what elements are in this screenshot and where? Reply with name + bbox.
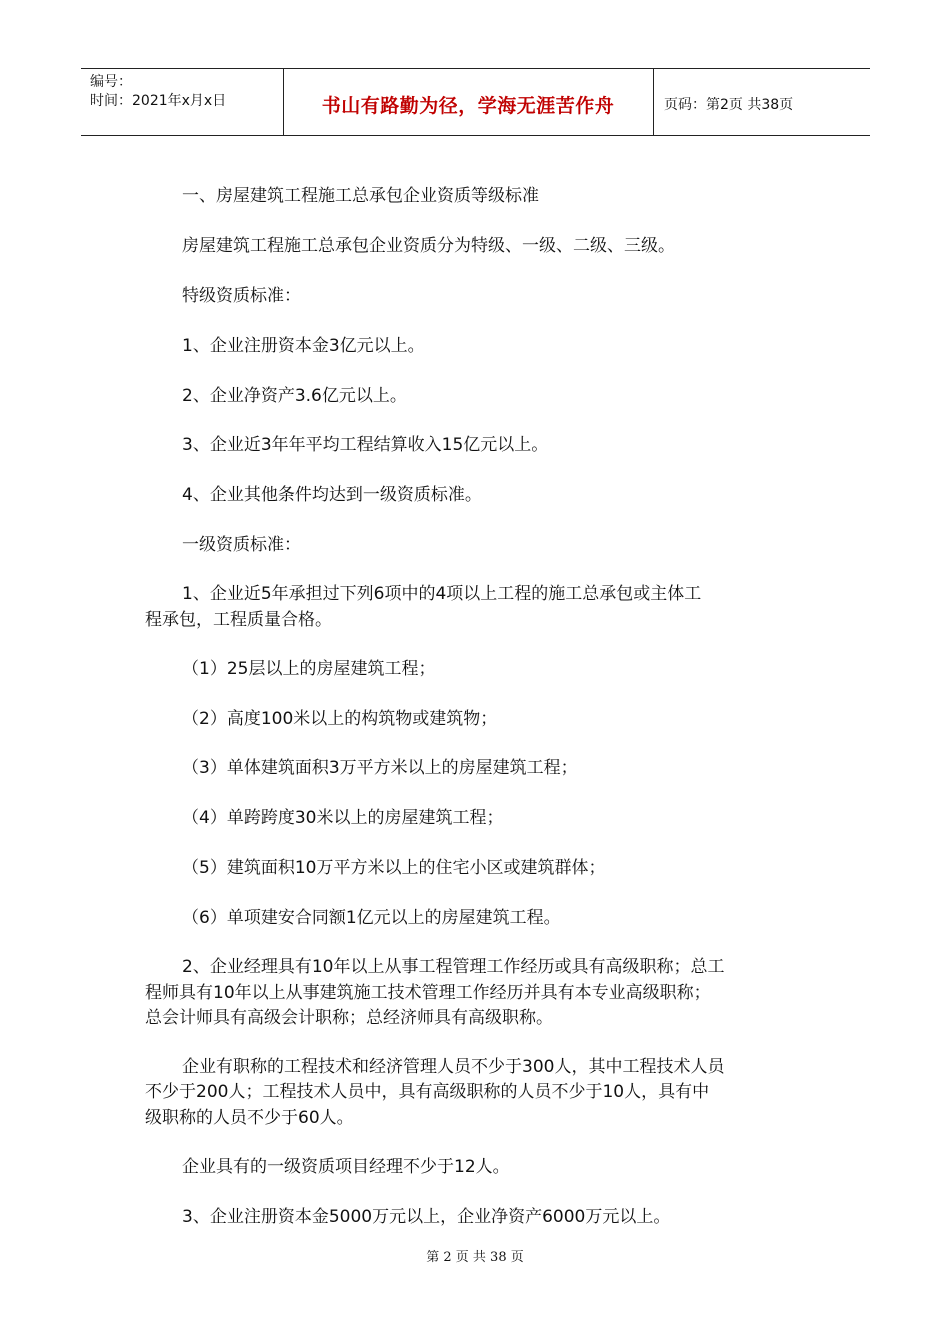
list-item-line: 1、企业近5年承担过下列6项中的4项以上工程的施工总承包或主体工 xyxy=(182,584,702,604)
sub-list-item: （4）单跨跨度30米以上的房屋建筑工程； xyxy=(182,808,504,828)
subheading-special-grade: 特级资质标准： xyxy=(182,286,301,306)
sub-list-item: （3）单体建筑面积3万平方米以上的房屋建筑工程； xyxy=(182,758,578,778)
list-item-line: 2、企业经理具有10年以上从事工程管理工作经历或具有高级职称；总工 xyxy=(182,957,725,977)
paragraph: 房屋建筑工程施工总承包企业资质分为特级、一级、二级、三级。 xyxy=(182,236,675,256)
list-item-line: 程师具有10年以上从事建筑施工技术管理工作经历并具有本专业高级职称； xyxy=(145,983,711,1003)
paragraph: 企业具有的一级资质项目经理不少于12人。 xyxy=(182,1157,510,1177)
list-item: 3、企业注册资本金5000万元以上，企业净资产6000万元以上。 xyxy=(182,1207,671,1227)
sub-list-item: （1）25层以上的房屋建筑工程； xyxy=(182,659,436,679)
document-header xyxy=(81,68,870,136)
paragraph-line: 不少于200人；工程技术人员中，具有高级职称的人员不少于10人，具有中 xyxy=(145,1082,710,1102)
section-heading: 一、房屋建筑工程施工总承包企业资质等级标准 xyxy=(182,186,539,206)
document-number-label: 编号： xyxy=(90,74,132,90)
document-time-label: 时间：2021年x月x日 xyxy=(90,93,227,109)
subheading-first-grade: 一级资质标准： xyxy=(182,535,301,555)
sub-list-item: （2）高度100米以上的构筑物或建筑物； xyxy=(182,709,498,729)
header-page-info: 页码：第2页 共38页 xyxy=(664,97,794,113)
list-item: 4、企业其他条件均达到一级资质标准。 xyxy=(182,485,482,505)
sub-list-item: （5）建筑面积10万平方米以上的住宅小区或建筑群体； xyxy=(182,858,606,878)
header-middle-cell xyxy=(283,69,654,135)
list-item: 1、企业注册资本金3亿元以上。 xyxy=(182,336,425,356)
paragraph-line: 企业有职称的工程技术和经济管理人员不少于300人，其中工程技术人员 xyxy=(182,1057,725,1077)
list-item: 2、企业净资产3.6亿元以上。 xyxy=(182,386,407,406)
paragraph-line: 级职称的人员不少于60人。 xyxy=(145,1108,354,1128)
header-right-cell xyxy=(653,69,870,135)
page-footer: 第 2 页 共 38 页 xyxy=(426,1250,524,1265)
list-item-line: 总会计师具有高级会计职称；总经济师具有高级职称。 xyxy=(145,1008,553,1028)
list-item-line: 程承包，工程质量合格。 xyxy=(145,610,332,630)
list-item: 3、企业近3年年平均工程结算收入15亿元以上。 xyxy=(182,435,549,455)
sub-list-item: （6）单项建安合同额1亿元以上的房屋建筑工程。 xyxy=(182,908,561,928)
header-left-cell xyxy=(81,69,284,135)
header-motto: 书山有路勤为径，学海无涯苦作舟 xyxy=(321,95,615,117)
